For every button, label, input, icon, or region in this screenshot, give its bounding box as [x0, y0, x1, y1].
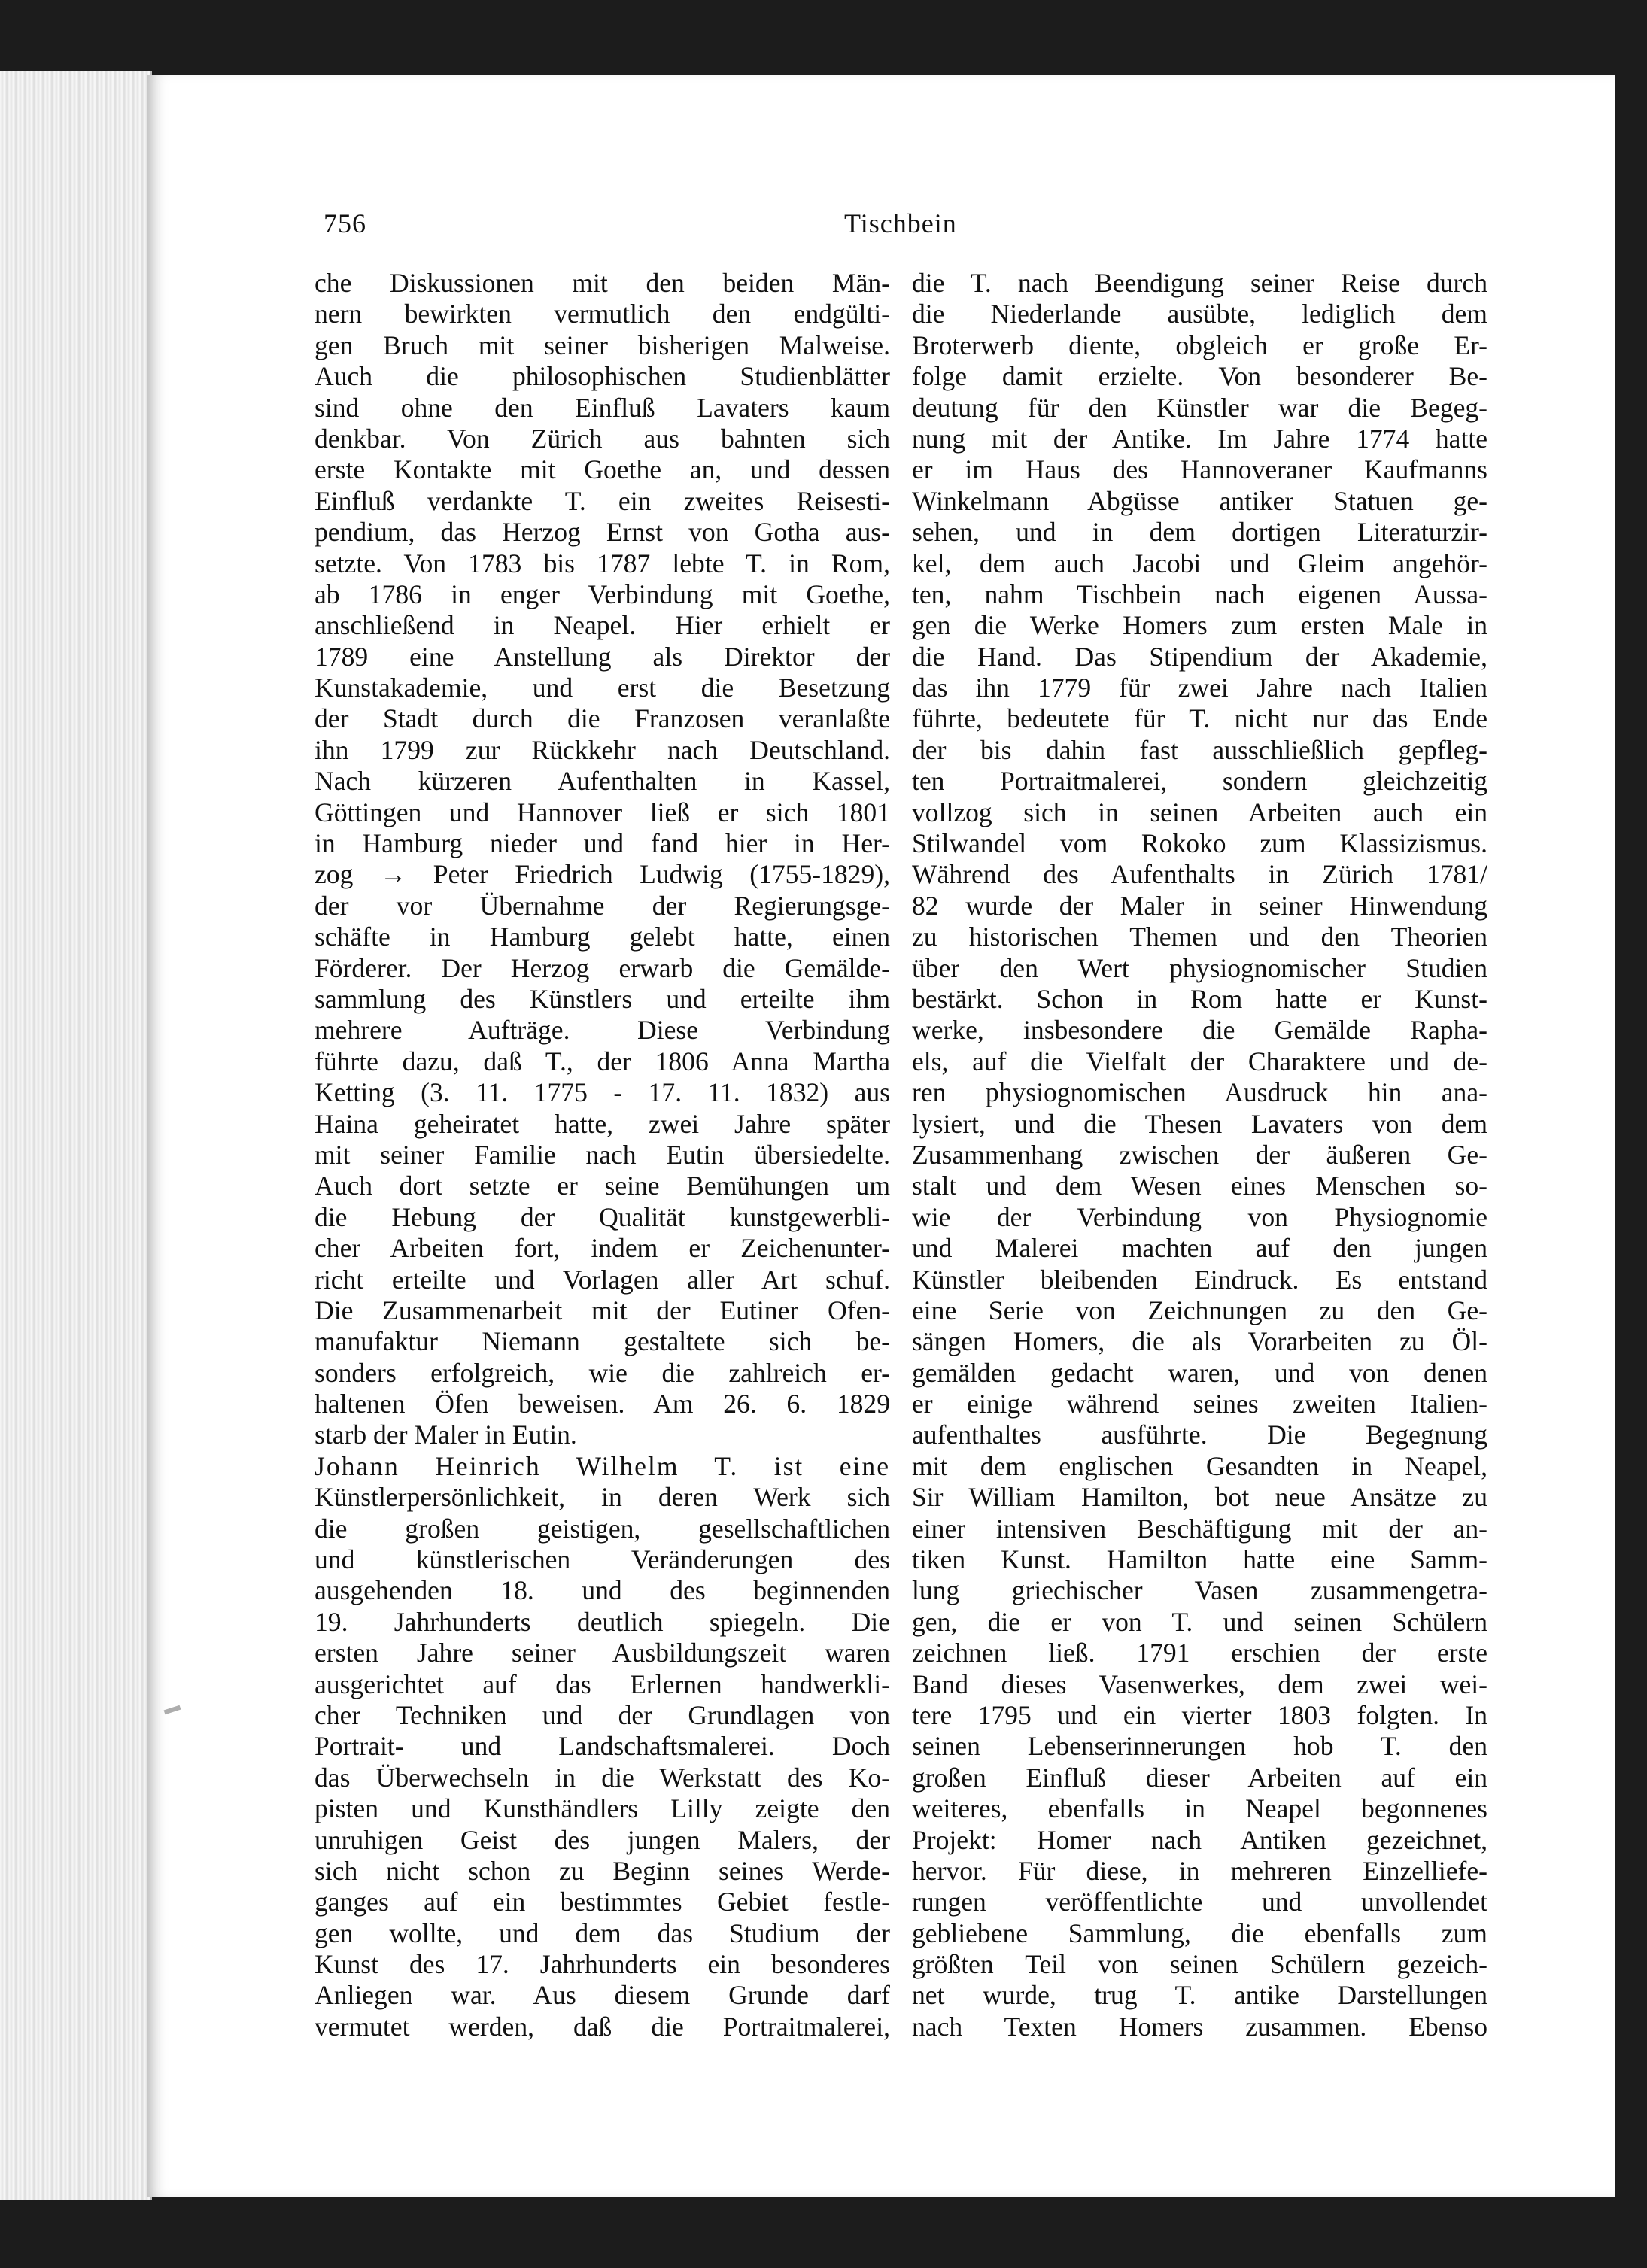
- text-line: sich nicht schon zu Beginn seines Werde-: [315, 1855, 890, 1886]
- text-line: unruhigen Geist des jungen Malers, der: [315, 1824, 890, 1855]
- text-line: sind ohne den Einfluß Lavaters kaum: [315, 392, 890, 423]
- text-line: die Niederlande ausübte, lediglich dem: [912, 299, 1487, 329]
- text-line: pisten und Kunsthändlers Lilly zeigte den: [315, 1793, 890, 1824]
- text-line: nach Texten Homers zusammen. Ebenso: [912, 2011, 1487, 2042]
- text-line: Auch dort setzte er seine Bemühungen um: [315, 1170, 890, 1201]
- text-line: schäfte in Hamburg gelebt hatte, einen: [315, 921, 890, 952]
- text-line: der bis dahin fast ausschließlich gepfleg-: [912, 734, 1487, 765]
- text-line: kel, dem auch Jacobi und Gleim angehör-: [912, 548, 1487, 578]
- text-line: er einige während seines zweiten Italien-: [912, 1389, 1487, 1419]
- text-line: sängen Homers, die als Vorarbeiten zu Öl-: [912, 1326, 1487, 1357]
- text-line: gemälden gedacht waren, und von denen: [912, 1357, 1487, 1388]
- text-line: ten, nahm Tischbein nach eigenen Aussa-: [912, 578, 1487, 609]
- running-head: Tischbein: [844, 208, 957, 238]
- text-line: das ihn 1779 für zwei Jahre nach Italien: [912, 673, 1487, 703]
- text-line: einer intensiven Beschäftigung mit der an-: [912, 1513, 1487, 1544]
- text-line: Portrait- und Landschaftsmalerei. Doch: [315, 1731, 890, 1762]
- text-line: sehen, und in dem dortigen Literaturzir-: [912, 517, 1487, 548]
- text-line: mehrere Aufträge. Diese Verbindung: [315, 1015, 890, 1046]
- text-line: gen wollte, und dem das Studium der: [315, 1917, 890, 1948]
- text-line: setzte. Von 1783 bis 1787 lebte T. in Rom,: [315, 548, 890, 578]
- text-line: hervor. Für diese, in mehreren Einzelliefe-: [912, 1855, 1487, 1886]
- text-line: Broterwerb diente, obgleich er große Er-: [912, 329, 1487, 360]
- text-line: anschließend in Neapel. Hier erhielt er: [315, 610, 890, 641]
- text-line: Förderer. Der Herzog erwarb die Gemälde-: [315, 952, 890, 983]
- text-line: starb der Maler in Eutin.: [315, 1419, 577, 1450]
- text-line: richt erteilte und Vorlagen aller Art schuf.: [315, 1264, 890, 1295]
- text-line: zog → Peter Friedrich Ludwig (1755-1829),: [315, 859, 890, 890]
- text-line: die Hand. Das Stipendium der Akademie,: [912, 641, 1487, 672]
- text-line: denkbar. Von Zürich aus bahnten sich: [315, 423, 890, 454]
- text-line: Die Zusammenarbeit mit der Eutiner Ofen-: [315, 1295, 890, 1325]
- text-line: ten Portraitmalerei, sondern gleichzeitig: [912, 766, 1487, 797]
- text-line: folge damit erzielte. Von besonderer Be-: [912, 361, 1487, 392]
- page-number: 756: [324, 208, 366, 238]
- text-line: lysiert, und die Thesen Lavaters von dem: [912, 1108, 1487, 1139]
- text-line: gen Bruch mit seiner bisherigen Malweise.: [315, 329, 890, 360]
- text-line: bestärkt. Schon in Rom hatte er Kunst-: [912, 983, 1487, 1014]
- text-line: manufaktur Niemann gestaltete sich be-: [315, 1326, 890, 1357]
- text-line: zeichnen ließ. 1791 erschien der erste: [912, 1638, 1487, 1668]
- text-line: die großen geistigen, gesellschaftlichen: [315, 1513, 890, 1544]
- text-line: Einfluß verdankte T. ein zweites Reisesti-: [315, 485, 890, 516]
- text-line: und künstlerischen Veränderungen des: [315, 1544, 890, 1575]
- text-line: gebliebene Sammlung, die ebenfalls zum: [912, 1917, 1487, 1948]
- text-line: großen Einfluß dieser Arbeiten auf ein: [912, 1762, 1487, 1793]
- text-line: Sir William Hamilton, bot neue Ansätze zu: [912, 1482, 1487, 1513]
- text-line: Anliegen war. Aus diesem Grunde darf: [315, 1980, 890, 2011]
- text-line: eine Serie von Zeichnungen zu den Ge-: [912, 1295, 1487, 1325]
- text-line: ren physiognomischen Ausdruck hin ana-: [912, 1077, 1487, 1108]
- text-line: stalt und dem Wesen eines Menschen so-: [912, 1170, 1487, 1201]
- text-line: die T. nach Beendigung seiner Reise durch: [912, 268, 1487, 298]
- text-line: und Malerei machten auf den jungen: [912, 1233, 1487, 1264]
- text-line: sonders erfolgreich, wie die zahlreich er-: [315, 1357, 890, 1388]
- text-line: ihn 1799 zur Rückkehr nach Deutschland.: [315, 734, 890, 765]
- text-line: Nach kürzeren Aufenthalten in Kassel,: [315, 766, 890, 797]
- text-line: net wurde, trug T. antike Darstellungen: [912, 1980, 1487, 2011]
- text-line: Künstler bleibenden Eindruck. Es entstand: [912, 1264, 1487, 1295]
- text-line: che Diskussionen mit den beiden Män-: [315, 268, 890, 298]
- text-line: erste Kontakte mit Goethe an, und dessen: [315, 454, 890, 485]
- text-line: Während des Aufenthalts in Zürich 1781/: [912, 859, 1487, 890]
- text-line: els, auf die Vielfalt der Charaktere und de-: [912, 1046, 1487, 1076]
- text-line: 82 wurde der Maler in seiner Hinwendung: [912, 890, 1487, 921]
- text-line: vermutet werden, daß die Portraitmalerei,: [315, 2011, 890, 2042]
- text-line: Projekt: Homer nach Antiken gezeichnet,: [912, 1824, 1487, 1855]
- text-line: tere 1795 und ein vierter 1803 folgten. In: [912, 1699, 1487, 1730]
- right-text-column: [912, 268, 1487, 2042]
- text-line: Kunstakademie, und erst die Besetzung: [315, 673, 890, 703]
- text-line: ausgerichtet auf das Erlernen handwerkli-: [315, 1668, 890, 1699]
- text-line: ersten Jahre seiner Ausbildungszeit waren: [315, 1638, 890, 1668]
- text-line: ausgehenden 18. und des beginnenden: [315, 1575, 890, 1606]
- text-line: aufenthaltes ausführte. Die Begegnung: [912, 1419, 1487, 1450]
- text-line: führte dazu, daß T., der 1806 Anna Martha: [315, 1046, 890, 1076]
- text-line: Ketting (3. 11. 1775 - 17. 11. 1832) aus: [315, 1077, 890, 1108]
- book-page-edges: [0, 71, 152, 2200]
- text-line: nern bewirkten vermutlich den endgülti-: [315, 299, 890, 329]
- text-line: tiken Kunst. Hamilton hatte eine Samm-: [912, 1544, 1487, 1575]
- text-line: ab 1786 in enger Verbindung mit Goethe,: [315, 578, 890, 609]
- text-line: lung griechischer Vasen zusammengetra-: [912, 1575, 1487, 1606]
- text-line: gen, die er von T. und seinen Schülern: [912, 1606, 1487, 1637]
- text-line: rungen veröffentlichte und unvollendet: [912, 1887, 1487, 1917]
- text-line: Band dieses Vasenwerkes, dem zwei wei-: [912, 1668, 1487, 1699]
- text-line: Kunst des 17. Jahrhunderts ein besonderes: [315, 1949, 890, 1980]
- text-line: nung mit der Antike. Im Jahre 1774 hatte: [912, 423, 1487, 454]
- text-line: 19. Jahrhunderts deutlich spiegeln. Die: [315, 1606, 890, 1637]
- text-line: haltenen Öfen beweisen. Am 26. 6. 1829: [315, 1389, 890, 1419]
- text-line: Haina geheiratet hatte, zwei Jahre später: [315, 1108, 890, 1139]
- text-line: der Stadt durch die Franzosen veranlaßte: [315, 703, 890, 734]
- text-line: der vor Übernahme der Regierungsge-: [315, 890, 890, 921]
- text-line: Künstlerpersönlichkeit, in deren Werk sich: [315, 1482, 890, 1513]
- text-line: 1789 eine Anstellung als Direktor der: [315, 641, 890, 672]
- text-line: Göttingen und Hannover ließ er sich 1801: [315, 797, 890, 827]
- text-line: ganges auf ein bestimmtes Gebiet festle-: [315, 1887, 890, 1917]
- text-line: wie der Verbindung von Physiognomie: [912, 1201, 1487, 1232]
- text-line: cher Arbeiten fort, indem er Zeichenunter-: [315, 1233, 890, 1264]
- left-text-column: [315, 268, 890, 2042]
- text-line: mit seiner Familie nach Eutin übersiedelte.: [315, 1139, 890, 1170]
- text-line: seinen Lebenserinnerungen hob T. den: [912, 1731, 1487, 1762]
- text-line: Stilwandel vom Rokoko zum Klassizismus.: [912, 828, 1487, 859]
- text-line: Auch die philosophischen Studienblätter: [315, 361, 890, 392]
- text-line: sammlung des Künstlers und erteilte ihm: [315, 983, 890, 1014]
- text-line: deutung für den Künstler war die Begeg-: [912, 392, 1487, 423]
- text-line: über den Wert physiognomischer Studien: [912, 952, 1487, 983]
- text-line: mit dem englischen Gesandten in Neapel,: [912, 1450, 1487, 1481]
- text-line: er im Haus des Hannoveraner Kaufmanns: [912, 454, 1487, 485]
- text-line: in Hamburg nieder und fand hier in Her-: [315, 828, 890, 859]
- text-line: führte, bedeutete für T. nicht nur das Ende: [912, 703, 1487, 734]
- text-line: Johann Heinrich Wilhelm T. ist eine: [315, 1450, 890, 1481]
- text-line: werke, insbesondere die Gemälde Rapha-: [912, 1015, 1487, 1046]
- text-line: die Hebung der Qualität kunstgewerbli-: [315, 1201, 890, 1232]
- text-line: gen die Werke Homers zum ersten Male in: [912, 610, 1487, 641]
- text-line: Winkelmann Abgüsse antiker Statuen ge-: [912, 485, 1487, 516]
- text-line: cher Techniken und der Grundlagen von: [315, 1699, 890, 1730]
- text-line: vollzog sich in seinen Arbeiten auch ein: [912, 797, 1487, 827]
- text-line: pendium, das Herzog Ernst von Gotha aus-: [315, 517, 890, 548]
- text-line: das Überwechseln in die Werkstatt des Ko-: [315, 1762, 890, 1793]
- text-line: zu historischen Themen und den Theorien: [912, 921, 1487, 952]
- text-line: Zusammenhang zwischen der äußeren Ge-: [912, 1139, 1487, 1170]
- text-line: größten Teil von seinen Schülern gezeich-: [912, 1949, 1487, 1980]
- text-line: weiteres, ebenfalls in Neapel begonnenes: [912, 1793, 1487, 1824]
